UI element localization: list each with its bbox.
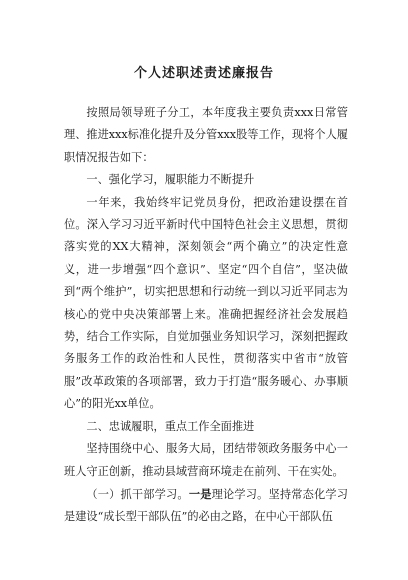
section-heading-2: 二、忠诚履职，重点工作全面推进 (86, 419, 255, 433)
document-body (64, 102, 348, 529)
intro-paragraph: 按照局领导班子分工，本年度我主要负责xxx日常管理、推进xxx标准化提升及分管xxx股等工作，现将个人履职情况报告如下： (64, 106, 348, 164)
body-paragraph: 一年来，我始终牢记党员身份，把政治建设摆在首位。深入学习习近平新时代中国特色社会主义思想，贯彻落实党的XX大精神，深刻领会“两个确立”的决定性意义，进一步增强“四个意识”、坚定“四个自信”，坚决做到“两个维护”，切实把思想和行动统一到以习近平同志为核心的党中央决策部署上来。准确把握经济社会发展趋势，结合工作实际，自觉加强业务知识学习，深刻把握政务服务工作的政治性和人民性，贯彻落实中省市“放管服”改革政策的各项部署，致力于打造“服务暖心、办事顺心”的阳光xx单位。 (64, 195, 348, 411)
subsection-text: 理论学习。坚持常态化学习是建设“成长型干部队伍”的必由之路，在中心干部队伍 (64, 487, 348, 524)
body-paragraph: 坚持围绕中心、服务大局，团结带领政务服务中心一班人守正创新，推动县域营商环境走在前列、干在实处。 (64, 442, 348, 478)
subsection-paragraph (64, 483, 348, 529)
document-title: 个人述职述责述廉报告 (133, 66, 274, 81)
bold-lead: 一是 (188, 486, 212, 501)
section-heading-1: 一、强化学习，履职能力不断提升 (86, 173, 255, 187)
subsection-prefix: （一）抓干部学习。 (86, 487, 189, 501)
